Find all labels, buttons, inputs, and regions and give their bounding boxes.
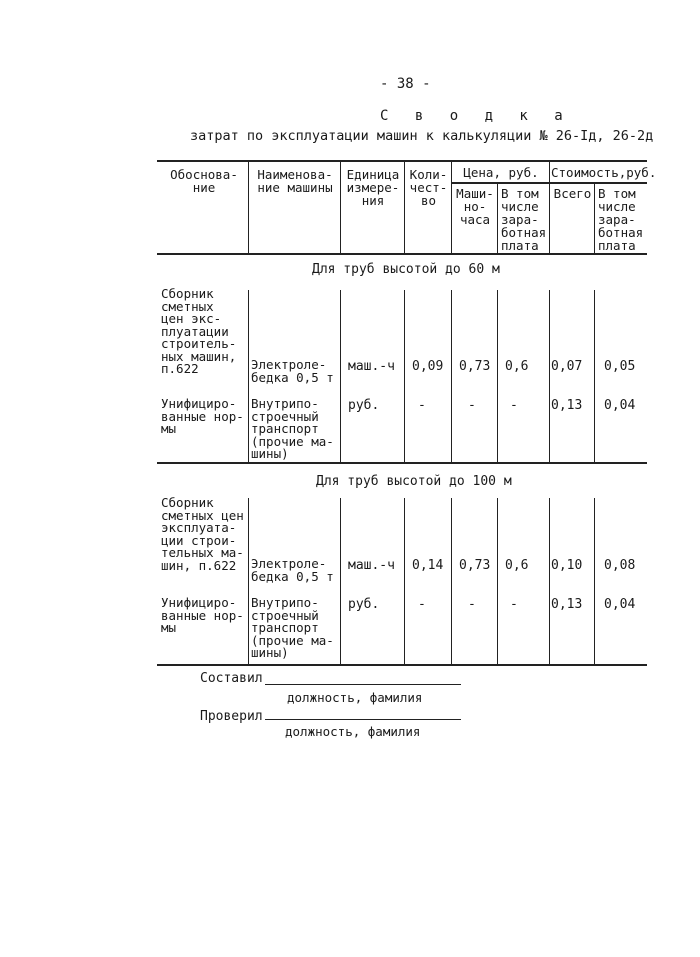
s1-col-divider-1 — [248, 290, 249, 462]
s1-r1-price-wage: 0,6 — [505, 359, 529, 374]
s1-r2-price-hour: - — [468, 398, 476, 413]
section-title-100m: Для труб высотой до 100 м — [316, 474, 512, 489]
s2-r1-basis: Сборник сметных цен эксплуата- ции строи- тельных ма- шин, п.622 — [161, 495, 244, 573]
s1-r1-price-hour: 0,73 — [459, 359, 491, 374]
s2-col-divider-6 — [549, 498, 550, 664]
compiled-by-label: Составил — [200, 671, 263, 686]
s2-col-divider-2 — [340, 498, 341, 664]
s1-r2-cost-wage: 0,04 — [604, 398, 636, 413]
s2-r1-cost-wage: 0,08 — [604, 558, 636, 573]
s2-r2-machine: Внутрипо- строечный транспорт (прочие ма- шины) — [251, 595, 334, 660]
s2-r1-unit: маш.-ч — [348, 558, 395, 573]
header-basis: Обоснова- ние — [170, 167, 238, 195]
checked-by-signature-line — [265, 719, 461, 720]
s2-r2-cost-total: 0,13 — [551, 597, 583, 612]
s2-r2-basis: Унифициро- ванные нор- мы — [161, 595, 244, 635]
s2-r2-price-hour: - — [468, 597, 476, 612]
s1-col-divider-5 — [497, 290, 498, 462]
document-title: С в о д к а — [380, 108, 572, 124]
s2-r2-quantity: - — [418, 597, 426, 612]
compiled-by-caption: должность, фамилия — [287, 690, 423, 705]
s1-r1-cost-wage: 0,05 — [604, 359, 636, 374]
page-number: - 38 - — [380, 76, 431, 92]
section-title-60m: Для труб высотой до 60 м — [312, 262, 500, 277]
s2-r1-price-wage: 0,6 — [505, 558, 529, 573]
s1-r1-machine: Электроле- бедка 0,5 т — [251, 357, 334, 385]
s2-col-divider-4 — [451, 498, 452, 664]
s2-r2-cost-wage: 0,04 — [604, 597, 636, 612]
s2-r1-machine: Электроле- бедка 0,5 т — [251, 556, 334, 584]
header-cost-wage: В том числе зара- ботная плата — [598, 186, 644, 253]
table-bottom-border — [157, 664, 647, 666]
s1-r2-cost-total: 0,13 — [551, 398, 583, 413]
s1-col-divider-7 — [594, 290, 595, 462]
col-divider-5 — [497, 182, 498, 254]
section-1-bottom-border — [157, 462, 647, 464]
s1-r1-basis: Сборник сметных цен экс- плуатации строитель- ных машин, п.622 — [161, 286, 237, 376]
s1-r2-basis: Унифициро- ванные нор- мы — [161, 396, 244, 436]
header-machine: Наименова- ние машины — [257, 167, 333, 195]
checked-by-caption: должность, фамилия — [285, 724, 421, 739]
s1-col-divider-4 — [451, 290, 452, 462]
s1-r2-quantity: - — [418, 398, 426, 413]
s2-r2-unit: руб. — [348, 597, 380, 612]
s2-col-divider-5 — [497, 498, 498, 664]
s1-col-divider-6 — [549, 290, 550, 462]
s1-col-divider-3 — [404, 290, 405, 462]
s2-r1-price-hour: 0,73 — [459, 558, 491, 573]
compiled-by-signature-line — [265, 684, 461, 685]
header-unit: Единица измере- ния — [346, 167, 400, 208]
document-subtitle: затрат по эксплуатации машин к калькуляции № 26-Iд, 26-2д — [190, 128, 654, 144]
header-price-wage: В том числе зара- ботная плата — [501, 186, 547, 253]
s1-r2-unit: руб. — [348, 398, 380, 413]
s2-r1-cost-total: 0,10 — [551, 558, 583, 573]
header-bottom-border — [157, 253, 647, 255]
header-cost-total: Всего — [553, 186, 592, 201]
s2-col-divider-1 — [248, 498, 249, 664]
s2-r2-price-wage: - — [510, 597, 518, 612]
header-quantity: Коли- чест- во — [409, 167, 448, 208]
s1-r2-price-wage: - — [510, 398, 518, 413]
header-price-hour: Маши- но- часа — [456, 186, 494, 227]
s1-r1-quantity: 0,09 — [412, 359, 444, 374]
col-divider-7 — [594, 182, 595, 254]
header-cost: Стоимость,руб. — [551, 165, 657, 180]
checked-by-label: Проверил — [200, 709, 263, 724]
header-price: Цена, руб. — [463, 165, 539, 180]
table-top-border — [157, 160, 647, 162]
s2-col-divider-7 — [594, 498, 595, 664]
s1-col-divider-2 — [340, 290, 341, 462]
s1-r2-machine: Внутрипо- строечный транспорт (прочие ма- шины) — [251, 396, 334, 461]
s1-r1-cost-total: 0,07 — [551, 359, 583, 374]
s1-r1-unit: маш.-ч — [348, 359, 395, 374]
s2-col-divider-3 — [404, 498, 405, 664]
s2-r1-quantity: 0,14 — [412, 558, 444, 573]
